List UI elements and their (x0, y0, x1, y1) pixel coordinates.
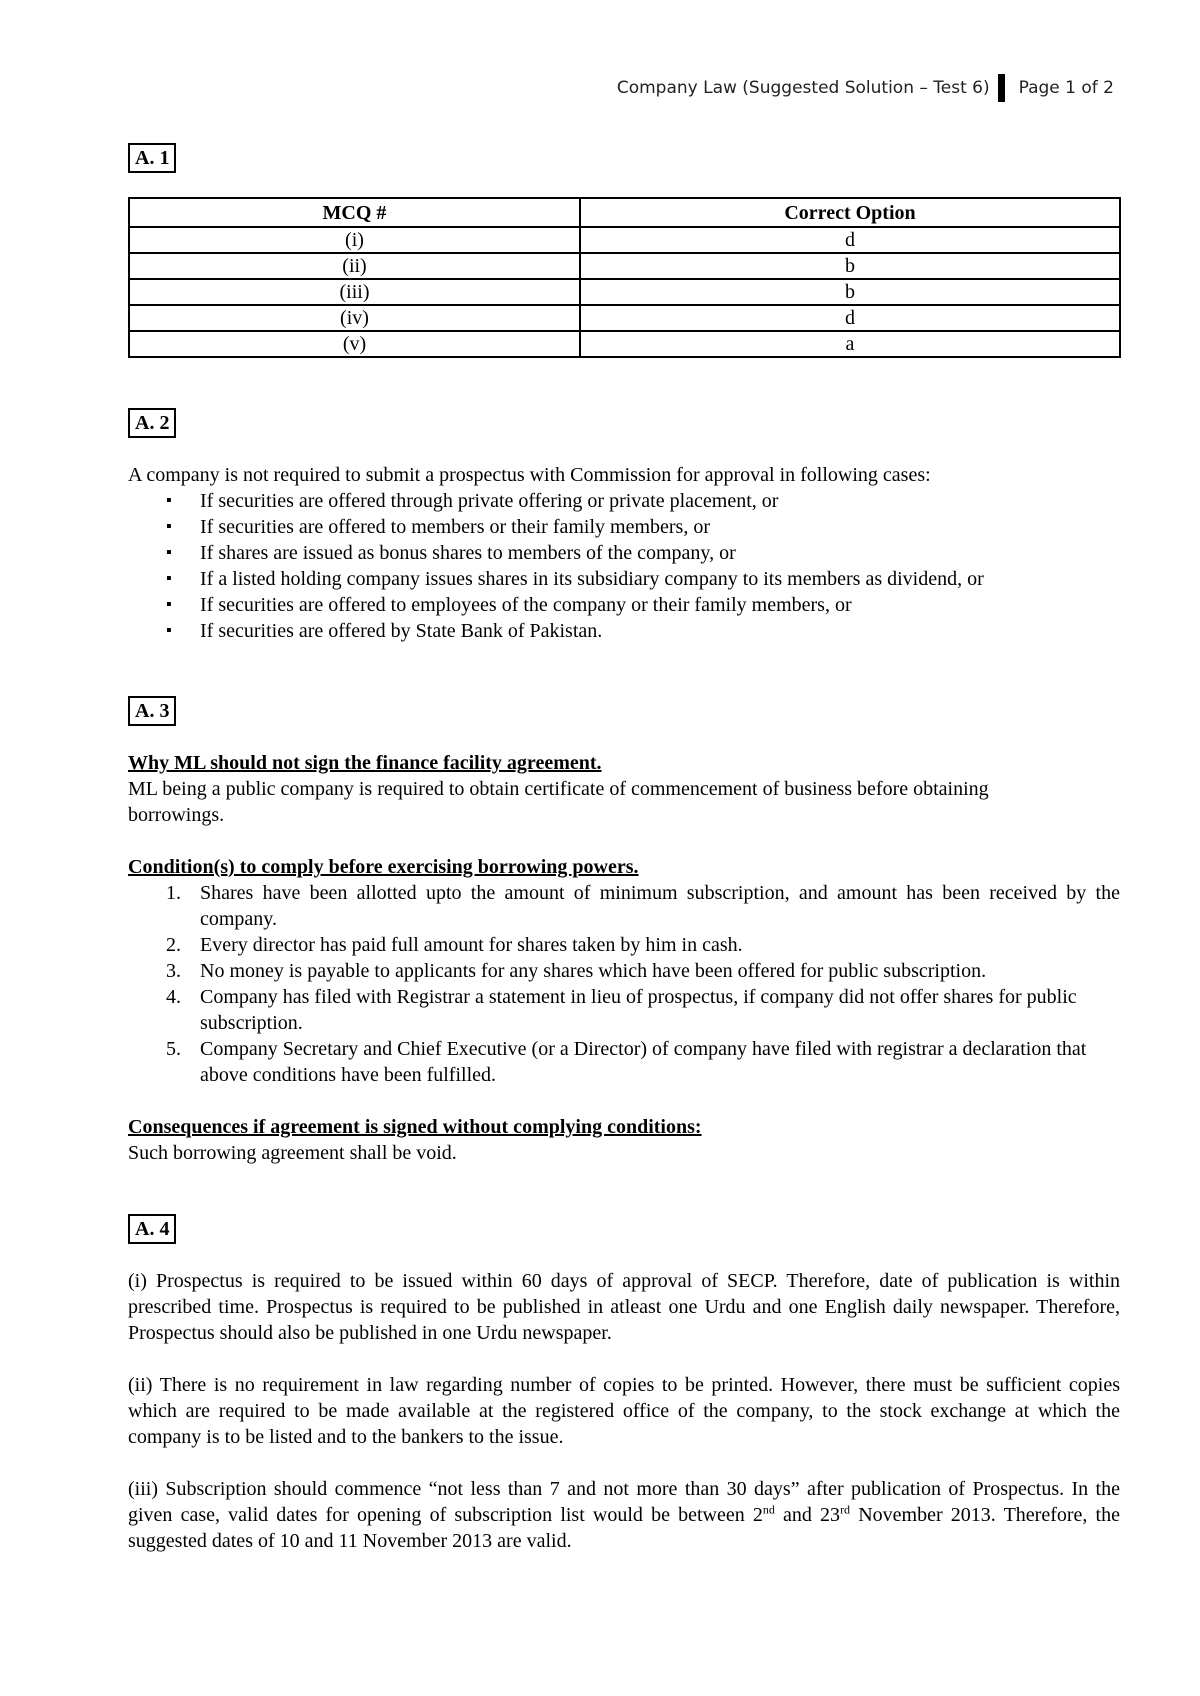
list-item-text: Every director has paid full amount for shares taken by him in cash. (200, 934, 743, 956)
table-row (129, 227, 1120, 253)
answer-label-a1: A. 1 (128, 143, 176, 173)
list-item: ▪ If securities are offered by State Bank of Pakistan. (200, 618, 1120, 644)
column-header-mcq: MCQ # (129, 198, 580, 227)
a3-conditions-list (128, 880, 1120, 1088)
a4-paragraph-iii-text-3: November 2013. Therefore, the suggested dates of 10 and 11 November 2013 are valid. (128, 1504, 1120, 1552)
table-header-row (129, 198, 1120, 227)
list-item-text: Company Secretary and Chief Executive (or a Director) of company have filed with registrar a declaration that above conditions have been fulfilled. (200, 1038, 1087, 1086)
list-item-number: 2. (166, 934, 181, 956)
list-item (166, 1036, 1120, 1088)
list-item: ▪ If securities are offered through private offering or private placement, or (200, 488, 1120, 514)
list-item (166, 880, 1120, 932)
table-cell: a (580, 331, 1120, 357)
list-item: ▪ If a listed holding company issues shares in its subsidiary company to its members as dividend, or (200, 566, 1120, 592)
document-body (128, 143, 1120, 1554)
a2-bullet-list (128, 488, 1120, 644)
table-cell: d (580, 227, 1120, 253)
table-cell: d (580, 305, 1120, 331)
section-a4 (128, 1214, 1120, 1554)
list-item (166, 958, 1120, 984)
table-cell: (iii) (129, 279, 580, 305)
list-item-number: 1. (166, 882, 181, 904)
a3-consequences-text: Such borrowing agreement shall be void. (128, 1142, 457, 1164)
table-row (129, 279, 1120, 305)
a4-paragraph-i: (i) Prospectus is required to be issued within 60 days of approval of SECP. Therefore, date of publication is within prescribed time. Prospectus is required to be published in atleast one Urdu and one English daily newspaper. Therefore, Prospectus should also be published in one Urdu newspaper. (128, 1270, 1120, 1344)
ordinal-superscript: rd (840, 1502, 851, 1517)
column-header-correct-option: Correct Option (580, 198, 1120, 227)
table-cell: (ii) (129, 253, 580, 279)
mcq-answer-table (128, 197, 1121, 358)
table-cell: (v) (129, 331, 580, 357)
table-cell: (i) (129, 227, 580, 253)
list-item-text: Shares have been allotted upto the amount of minimum subscription, and amount has been received by the company. (200, 882, 1120, 930)
a4-paragraph-iii (128, 1476, 1120, 1554)
section-a3 (128, 696, 1120, 1166)
a3-conditions-heading: Condition(s) to comply before exercising borrowing powers. (128, 856, 639, 878)
list-item-number: 4. (166, 986, 181, 1008)
a3-why-heading: Why ML should not sign the finance facility agreement. (128, 752, 602, 774)
list-item: ▪ If securities are offered to members or their family members, or (200, 514, 1120, 540)
header-separator-bar (998, 74, 1005, 102)
list-item (166, 932, 1120, 958)
list-item-text: No money is payable to applicants for any shares which have been offered for public subscription. (200, 960, 987, 982)
answer-label-a4: A. 4 (128, 1214, 176, 1244)
list-item-text: Company has filed with Registrar a statement in lieu of prospectus, if company did not offer shares for public subscription. (200, 986, 1077, 1034)
a4-paragraph-ii: (ii) There is no requirement in law regarding number of copies to be printed. However, there must be sufficient copies which are required to be made available at the registered office of the company, to the stock exchange at which the company is to be listed and to the bankers to the issue. (128, 1374, 1120, 1448)
header-title: Company Law (Suggested Solution – Test 6) (616, 78, 990, 98)
list-item-number: 3. (166, 960, 181, 982)
table-cell: b (580, 253, 1120, 279)
page-number: Page 1 of 2 (1018, 78, 1114, 98)
list-item (166, 984, 1120, 1036)
section-a2 (128, 408, 1120, 644)
a3-why-text: ML being a public company is required to obtain certificate of commencement of business before obtaining borrowings. (128, 778, 989, 826)
a2-intro: A company is not required to submit a prospectus with Commission for approval in following cases: (128, 464, 931, 486)
list-item: ▪ If securities are offered to employees of the company or their family members, or (200, 592, 1120, 618)
table-cell: b (580, 279, 1120, 305)
list-item-number: 5. (166, 1038, 181, 1060)
section-a1 (128, 143, 1120, 358)
answer-label-a2: A. 2 (128, 408, 176, 438)
a4-paragraph-iii-text-2: and 23 (774, 1504, 841, 1526)
table-cell: (iv) (129, 305, 580, 331)
ordinal-superscript: nd (762, 1502, 775, 1517)
table-row (129, 331, 1120, 357)
list-item: ▪ If shares are issued as bonus shares to members of the company, or (200, 540, 1120, 566)
answer-label-a3: A. 3 (128, 696, 176, 726)
a3-consequences-heading: Consequences if agreement is signed without complying conditions: (128, 1116, 702, 1138)
table-row (129, 305, 1120, 331)
a4-paragraph-iii-text-1: (iii) Subscription should commence “not less than 7 and not more than 30 days” after publication of Prospectus. In the given case, valid dates for opening of subscription list would be between 2 (128, 1478, 1120, 1526)
table-row (129, 253, 1120, 279)
page-header (617, 74, 1114, 102)
